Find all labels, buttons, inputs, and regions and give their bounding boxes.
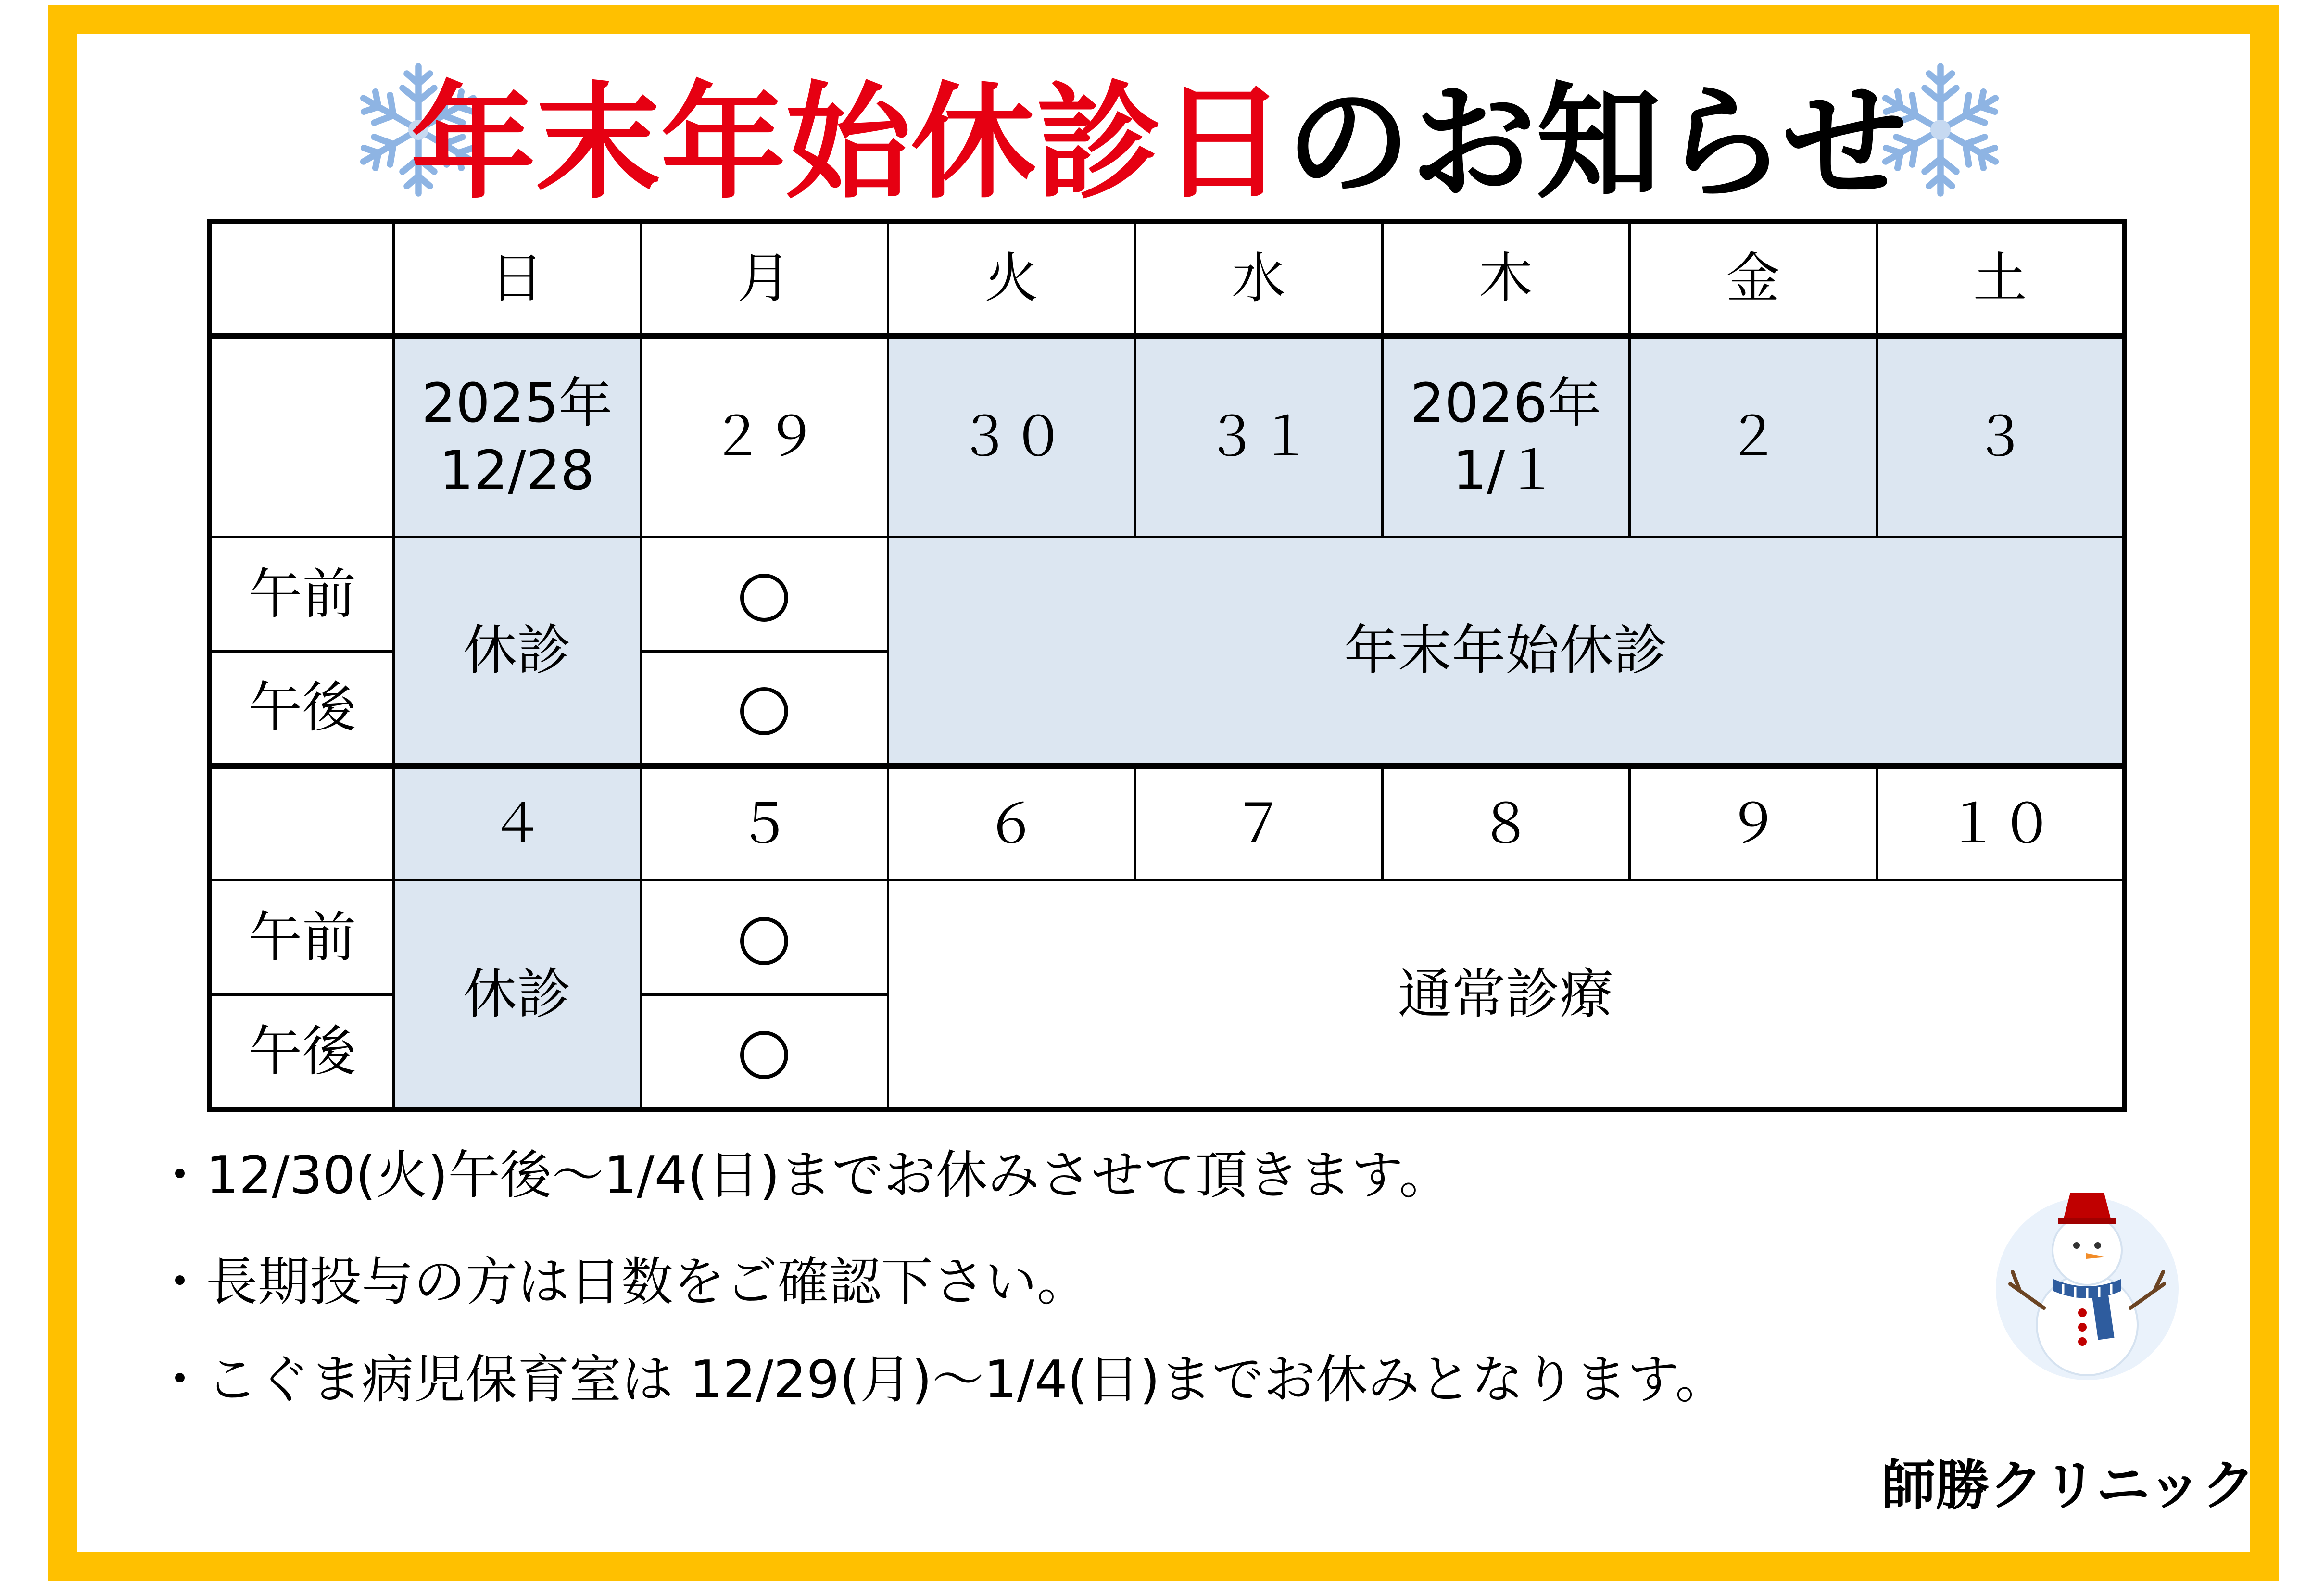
date-cell xyxy=(393,336,641,537)
date-cell: ４ xyxy=(393,766,641,880)
date-day: ２ xyxy=(1726,406,1780,469)
corner-cell xyxy=(210,221,393,336)
weekday-sun: 日 xyxy=(393,221,641,336)
open-cell xyxy=(641,995,888,1109)
date-day: ２９ xyxy=(710,406,818,469)
date-year: 2026年 xyxy=(1410,372,1601,435)
am-label: 午前 xyxy=(210,537,393,652)
date-day: ３ xyxy=(1973,406,2027,469)
date-cell xyxy=(888,336,1135,537)
snowman-icon xyxy=(1991,1173,2183,1385)
date-year: 2025年 xyxy=(421,372,613,435)
pm-label: 午後 xyxy=(210,995,393,1109)
weekday-thu: 木 xyxy=(1382,221,1629,336)
date-cell xyxy=(1382,336,1629,537)
date-cell xyxy=(641,336,888,537)
week1-date-row xyxy=(210,336,2125,537)
weekday-header-row xyxy=(210,221,2125,336)
week2-am-row xyxy=(210,880,2125,995)
date-label-cell xyxy=(210,336,393,537)
weekday-mon: 月 xyxy=(641,221,888,336)
date-cell xyxy=(1629,336,1877,537)
circle-mark xyxy=(740,574,788,622)
title-suffix: のお知らせ xyxy=(1285,71,1908,216)
clinic-name: 師勝クリニック xyxy=(1881,1455,2255,1517)
date-cell xyxy=(1135,336,1382,537)
note-item: ・こぐま病児保育室は 12/29(月)～1/4(日)までお休みとなります。 xyxy=(154,1350,1727,1410)
pm-label: 午後 xyxy=(210,652,393,766)
sunday-closed: 休診 xyxy=(393,537,641,766)
note-item: ・長期投与の方は日数をご確認下さい。 xyxy=(154,1252,1089,1312)
normal-hours: 通常診療 xyxy=(888,880,2125,1109)
schedule-table xyxy=(207,219,2127,1112)
open-cell xyxy=(641,880,888,995)
am-label: 午前 xyxy=(210,880,393,995)
circle-mark xyxy=(740,1031,788,1079)
weekday-tue: 火 xyxy=(888,221,1135,336)
date-day: ３０ xyxy=(957,406,1065,469)
weekday-fri: 金 xyxy=(1629,221,1877,336)
open-cell xyxy=(641,652,888,766)
sunday-closed: 休診 xyxy=(393,880,641,1109)
date-cell: ６ xyxy=(888,766,1135,880)
date-day: ３１ xyxy=(1205,406,1312,469)
week2-date-row xyxy=(210,766,2125,880)
date-cell xyxy=(1877,336,2125,537)
weekday-sat: 土 xyxy=(1877,221,2125,336)
circle-mark xyxy=(740,917,788,965)
date-cell: ７ xyxy=(1135,766,1382,880)
open-cell xyxy=(641,537,888,652)
date-day: 12/28 xyxy=(439,440,595,503)
date-cell: ５ xyxy=(641,766,888,880)
date-label-cell xyxy=(210,766,393,880)
date-cell: １０ xyxy=(1877,766,2125,880)
note-item: ・12/30(火)午後～1/4(日)までお休みさせて頂きます。 xyxy=(154,1145,1451,1206)
circle-mark xyxy=(740,687,788,735)
page-title xyxy=(0,71,2318,215)
weekday-wed: 水 xyxy=(1135,221,1382,336)
title-highlight: 年末年始休診日 xyxy=(410,71,1286,216)
date-cell: ９ xyxy=(1629,766,1877,880)
date-cell: ８ xyxy=(1382,766,1629,880)
date-day: 1/１ xyxy=(1452,440,1559,503)
holiday-closed: 年末年始休診 xyxy=(888,537,2125,766)
week1-am-row xyxy=(210,537,2125,652)
